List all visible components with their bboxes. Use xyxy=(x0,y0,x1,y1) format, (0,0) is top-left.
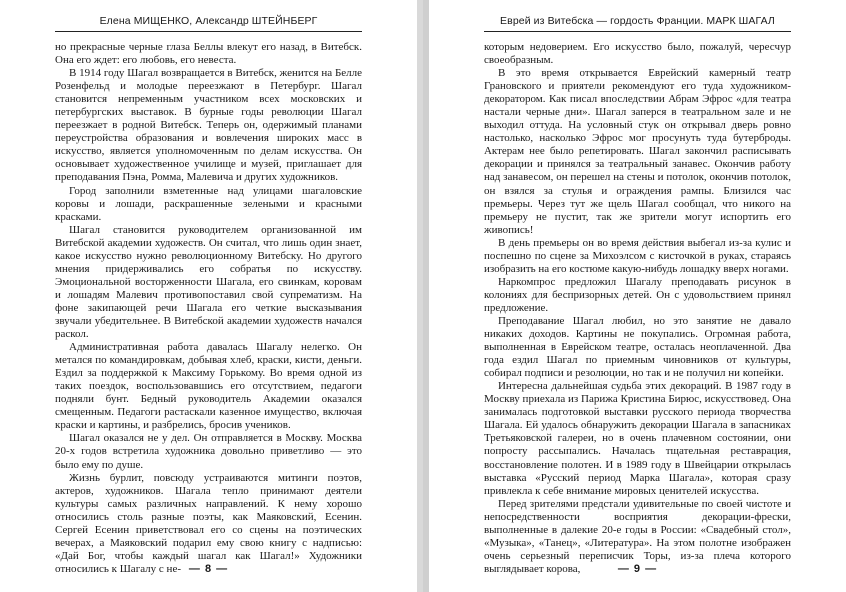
right-paragraph: которым недоверием. Его искусство было, пожалуй, чересчур своеобразным. xyxy=(483,41,791,67)
right-page xyxy=(429,0,846,592)
left-paragraph: Административная работа давалась Шагалу нелегко. Он метался по командировкам, добывая хлеб, краски, кисти, деньги. Ездил за поддержкой к Максиму Горькому. Во время одной из таких поездок, воспользовавшись его отсутствием, педагоги подняли бунт. Бедный руководитель Академии оказался смещенным. Педагоги растаскали казенное имущество, включая краски и картины, и разбрелись, бросив учеников. xyxy=(55,341,363,432)
right-paragraph: В это время открывается Еврейский камерный театр Грановского и приятели рекомендуют его туда художником-декоратором. Как писал впоследствии Абрам Эфрос «для театра настали черные дни». Шагал заперся в театральном зале и не выходил оттуда. На условный стук он открывал дверь ровно настолько, насколько Эфрос мог просунуть туда бутерброды. Актерам нее было репетировать. Шагал закончил расписывать декорации и принялся за театральный занавес. Окончив работу над занавесом, он перешел на стены и потолок, окончив потолок, он взялся за стулья и ограждения рампы. Близился час премьеры. Через тут же щель Шагал сообщал, что никого на премьеру не пустит, так же зрители могут испортить его живопись! xyxy=(483,67,791,236)
right-page-number: — 9 — xyxy=(617,563,658,575)
right-paragraph: Преподавание Шагал любил, но это занятие не давало никаких доходов. Картины не покупались. Огромная работа, выполненная в Еврейском театре, осталась неоплаченной. Два года ездил Шагал по приемным чиновников от культуры, собирал подписи и резолюции, но так и не получил ни копейки. xyxy=(483,314,791,380)
left-page xyxy=(0,0,417,592)
right-paragraph: Перед зрителями предстали удивительные по своей чистоте и непосредственности восприятия декорации-фрески, выполненные в далекие 20-е годы в России: «Свадебный стол», «Музыка», «Танец», «Литература». На этом полотне изображен очень серьезный переписчик Торы, из-за плеча которого выглядывает корова, xyxy=(483,497,791,575)
right-paragraph: В день премьеры он во время действия выбегал из-за кулис и поспешно по сцене за Михоэлсом с кисточкой в руках, стараясь изобразить на его костюме какую-нибудь лошадку вверх ногами. xyxy=(483,236,791,275)
left-paragraph: Шагал оказался не у дел. Он отправляется в Москву. Москва 20-х годов встретила художника довольно приветливо — это было ему по душе. xyxy=(55,432,363,471)
left-paragraph: но прекрасные черные глаза Беллы влекут его назад, в Витебск. Она его ждет: его любовь, его невеста. xyxy=(55,41,363,67)
left-page-number: — 8 — xyxy=(188,563,229,575)
right-body-text xyxy=(484,41,791,576)
right-running-head: Еврей из Витебска — гордость Франции. МАРК ШАГАЛ xyxy=(484,15,791,32)
left-paragraph: Город заполнили взметенные над улицами шагаловские коровы и лошади, раскрашенные зелеными и красными красками. xyxy=(55,184,363,223)
left-paragraph: В 1914 году Шагал возвращается в Витебск, женится на Белле Розенфельд и молодые переезжают в Петербург. Шагал становится непременным участником всех московских и петербургских выставок. В бурные годы революции Шагал переезжает в родной Витебск. Теперь он, одержимый планами переустройства образования и вовлечения широких масс в искусство, является уполномоченным по делам искусства. Он основывает художественное училище и музей, приглашает для преподавания Пэна, Ромма, Малевича и других художников. xyxy=(55,67,363,184)
left-running-head: Елена МИЩЕНКО, Александр ШТЕЙНБЕРГ xyxy=(55,15,362,32)
right-paragraph: Наркомпрос предложил Шагалу преподавать рисунок в колониях для беспризорных детей. Он с удовольствием принял предложение. xyxy=(483,275,791,314)
right-paragraph: Интересна дальнейшая судьба этих декораций. В 1987 году в Москву приехала из Парижа Кристина Бирюс, искусствовед. Она занималась подготовкой выставки русского периода творчества Шагала. Ей удалось обнаружить декорации Шагала в запасниках Третьяковской галереи, но в очень плачевном состоянии, они попросту рассыпались. Началась тщательная реставрация, восстановление полотен. И в 1989 году в Швейцарии открылась выставка «Русский период Марка Шагала», которая сразу привлекла к себе внимание мировых ценителей искусства. xyxy=(483,380,791,497)
left-body-text xyxy=(55,41,362,576)
left-paragraph: Жизнь бурлит, повсюду устраиваются митинги поэтов, актеров, художников. Шагала тепло принимают деятели культуры самых различных направлений. К нему хорошо относились столь разные поэты, как Маяковский, Есенин. Сергей Есенин приветствовал его со сцены на поэтических вечерах, а Маяковский подарил ему свою книгу с надписью: «Дай Бог, чтобы каждый шагал как Шагал!» Художники относились к Шагалу с не- xyxy=(55,471,363,575)
left-paragraph: Шагал становится руководителем организованной им Витебской академии художеств. Он считал, что лишь один знает, какое искусство нужно революционному Витебску. Но другого мнения придерживались его собратья по искусству. Эмоциональной восторженности Шагала, его свинкам, коровам и лошадям Малевич противопоставил свой супрематизм. На фоне закипающей речи Шагала его четкие высказывания звучали убедительнее. В Витебской академии художеств начался раскол. xyxy=(55,223,363,341)
